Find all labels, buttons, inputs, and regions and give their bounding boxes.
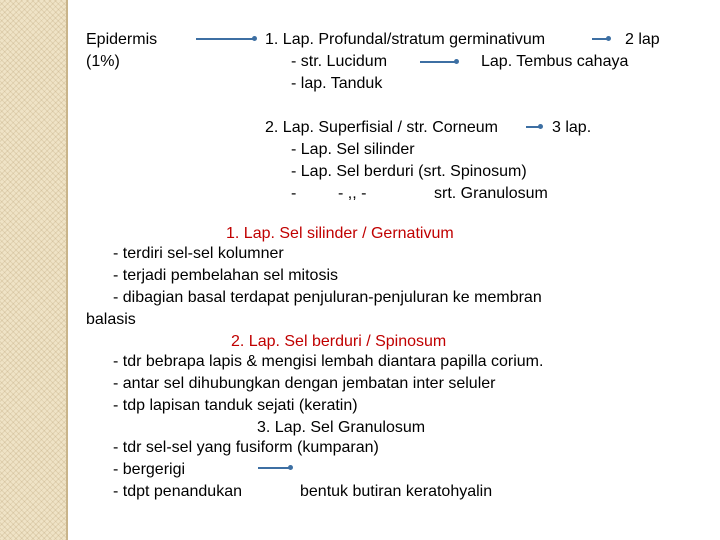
section3-heading: 3. Lap. Sel Granulosum (257, 419, 426, 436)
arrow-icon (592, 38, 608, 40)
layer2-count: 3 lap. (552, 119, 592, 136)
section3-note: bentuk butiran keratohyalin (300, 483, 493, 500)
layer2-sub-granulosum-ditto: - ,, - (338, 185, 367, 202)
section3-item: - bergerigi (113, 461, 186, 478)
arrow-icon (420, 61, 456, 63)
layer1-count: 2 lap (625, 31, 660, 48)
section1-item: - dibagian basal terdapat penjuluran-penjuluran ke membran (113, 289, 542, 306)
sidebar-border (66, 0, 68, 540)
epidermis-percent: (1%) (86, 53, 120, 70)
arrow-icon (526, 126, 540, 128)
arrow-icon (258, 467, 290, 469)
layer2-sub-berduri: - Lap. Sel berduri (srt. Spinosum) (291, 163, 527, 180)
layer1-sub-lucidum-note: Lap. Tembus cahaya (481, 53, 629, 70)
section1-item: balasis (86, 311, 136, 328)
section2-item: - tdr bebrapa lapis & mengisi lembah diantara papilla corium. (113, 353, 544, 370)
section2-item: - tdp lapisan tanduk sejati (keratin) (113, 397, 358, 414)
layer2-sub-granulosum-dash: - (291, 185, 297, 202)
layer2-sub-granulosum: srt. Granulosum (434, 185, 548, 202)
layer2-sub-silinder: - Lap. Sel silinder (291, 141, 415, 158)
section1-item: - terdiri sel-sel kolumner (113, 245, 284, 262)
epidermis-label: Epidermis (86, 31, 158, 48)
decorative-sidebar (0, 0, 66, 540)
section1-heading: 1. Lap. Sel silinder / Gernativum (226, 225, 454, 242)
layer1-sub-tanduk: - lap. Tanduk (291, 75, 383, 92)
layer1-title: 1. Lap. Profundal/stratum germinativum (265, 31, 546, 48)
layer2-title: 2. Lap. Superfisial / str. Corneum (265, 119, 498, 136)
section2-heading: 2. Lap. Sel berduri / Spinosum (231, 333, 447, 350)
layer1-sub-lucidum: - str. Lucidum (291, 53, 388, 70)
section3-item: - tdr sel-sel yang fusiform (kumparan) (113, 439, 379, 456)
section1-item: - terjadi pembelahan sel mitosis (113, 267, 338, 284)
section3-item: - tdpt penandukan (113, 483, 242, 500)
section2-item: - antar sel dihubungkan dengan jembatan inter seluler (113, 375, 496, 392)
arrow-icon (196, 38, 254, 40)
